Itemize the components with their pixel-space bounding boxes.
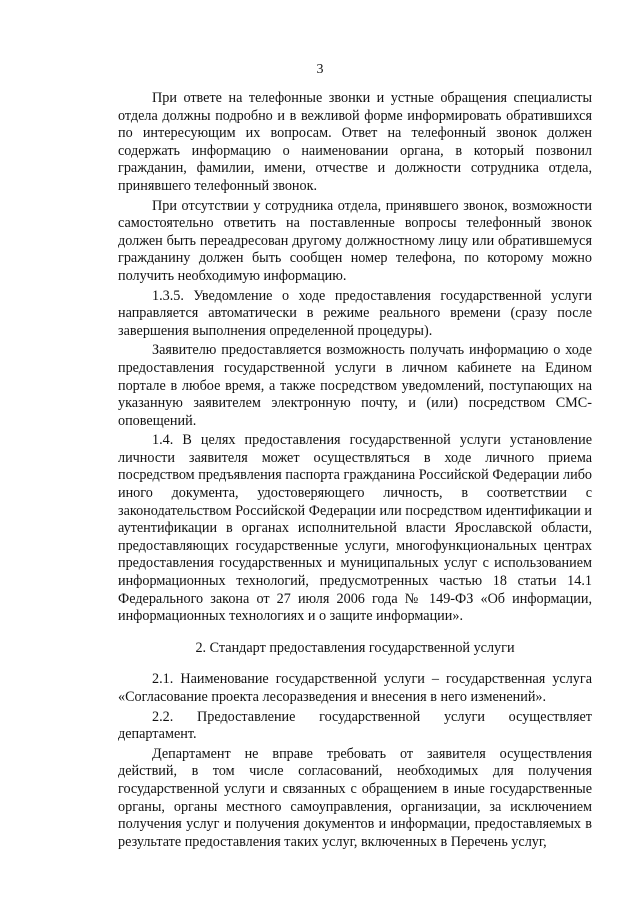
paragraph-1-3-5: 1.3.5. Уведомление о ходе предоставления государственной услуги направляется автоматически в режиме реального времени (сразу после завершения выполнения определенной процедуры). (118, 287, 592, 339)
section-heading: 2. Стандарт предоставления государственной услуги (195, 639, 515, 656)
paragraph-absence: При отсутствии у сотрудника отдела, принявшего звонок, возможности самостоятельно ответить на поставленные вопросы телефонный звонок должен быть переадресован другому должностному лицу или обратившемуся гражданину должен быть сообщен номер телефона, по которому можно получить необходимую информацию. (118, 197, 592, 284)
paragraph-phone-calls: При ответе на телефонные звонки и устные обращения специалисты отдела должны подробно и в вежливой форме информировать обратившихся по интересующим их вопросам. Ответ на телефонный звонок должен содержать информацию о наименовании органа, в который позвонил гражданин, фамилии, имени, отчестве и должности сотрудника отдела, принявшего телефонный звонок. (118, 90, 592, 194)
paragraph-2-2: 2.2. Предоставление государственной услуги осуществляет департамент. (118, 708, 592, 743)
document-body (118, 90, 592, 851)
paragraph-department: Департамент не вправе требовать от заявителя осуществления действий, в том числе согласований, необходимых для получения государственной услуги и связанных с обращением в иные государственные органы, органы местного самоуправления, организации, за исключением получения услуг и получения документов и информации, предоставляемых в результате предоставления таких услуг, включенных в Перечень услуг, (118, 745, 592, 850)
paragraph-portal: Заявителю предоставляется возможность получать информацию о ходе предоставления государственной услуги в личном кабинете на Едином портале в любое время, а также посредством уведомлений, поступающих на указанную заявителем электронную почту, и (или) посредством СМС-оповещений. (118, 342, 592, 429)
paragraph-1-4: 1.4. В целях предоставления государственной услуги установление личности заявителя может осуществляться в ходе личного приема посредством предъявления паспорта гражданина Российской Федерации либо иного документа, удостоверяющего личность, в соответствии с законодательством Российской Федерации или посредством идентификации и аутентификации в органах исполнительной власти Ярославской области, предоставляющих государственные услуги, многофункциональных центрах предоставления государственных и муниципальных услуг с использованием информационных технологий, предусмотренных частью 18 статьи 14.1 Федерального закона от 27 июля 2006 года № 149-ФЗ «Об информации, информационных технологиях и о защите информации». (118, 432, 592, 625)
paragraph-2-1: 2.1. Наименование государственной услуги – государственная услуга «Согласование проекта лесоразведения и внесения в него изменений». (118, 671, 592, 705)
page-number: 3 (316, 62, 324, 77)
